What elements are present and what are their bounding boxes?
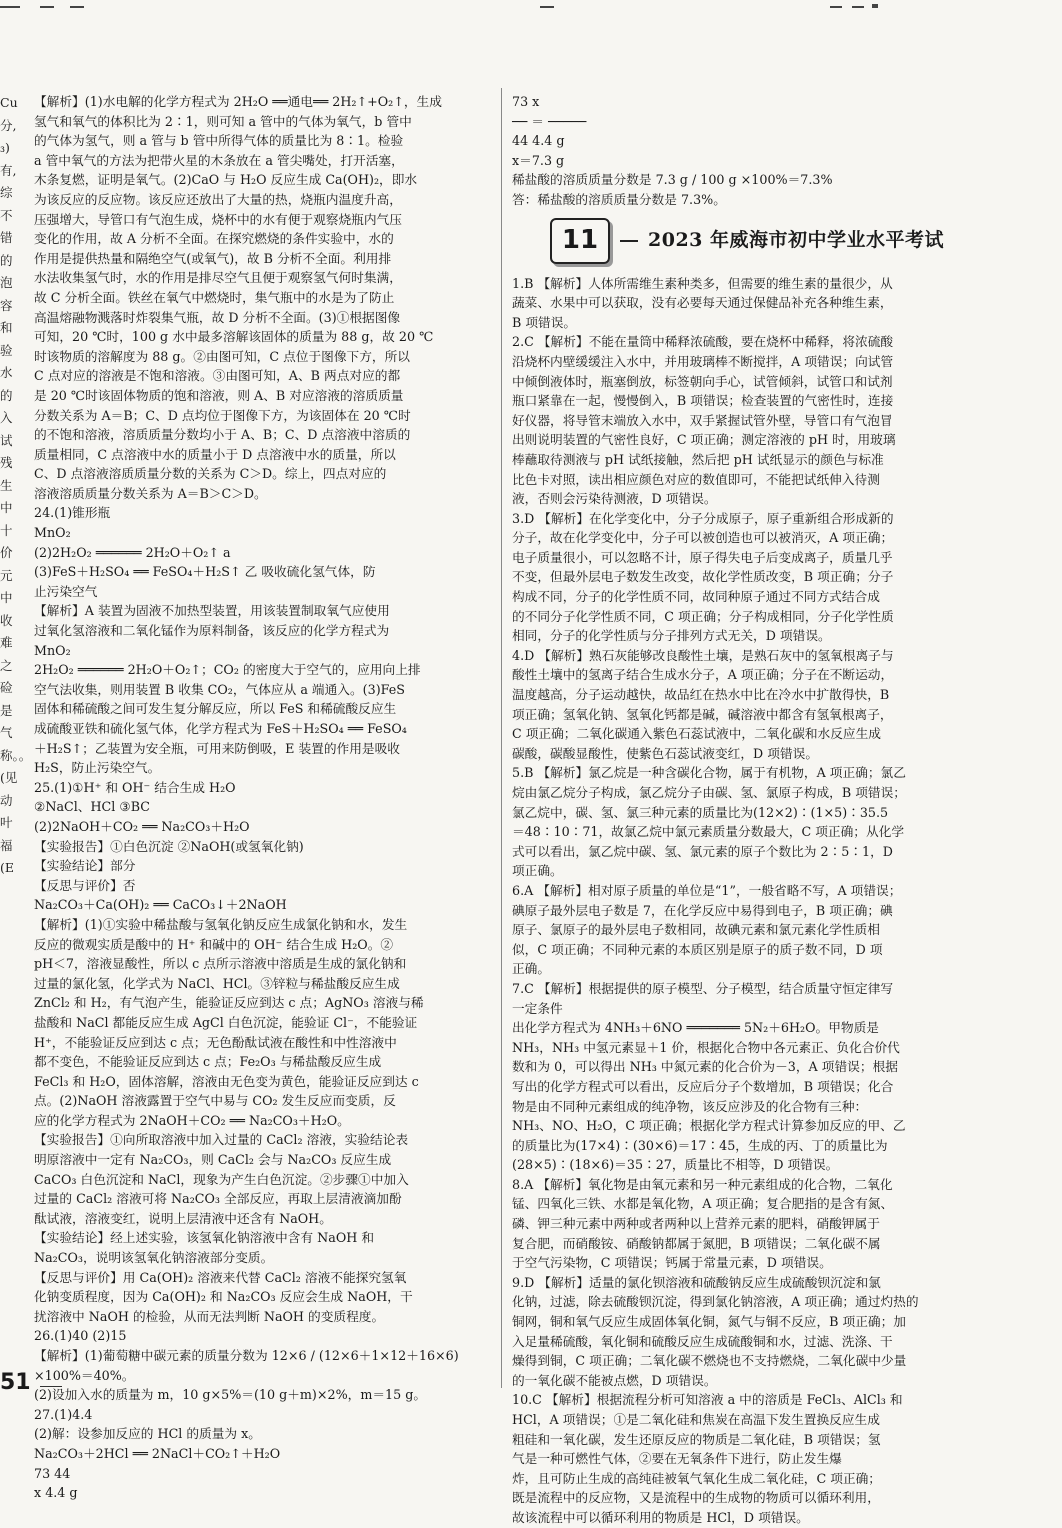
text-line: 盐酸和 NaCl 都能反应生成 AgCl 白色沉淀，能验证 Cl⁻，不能验证 (34, 1014, 418, 1030)
text-line: 质量相同，C 点溶液中水的质量小于 D 点溶液中水的质量，所以 (34, 446, 396, 462)
text-line: 的质量比为(17×4)∶(30×6)＝17∶45，生成的丙、丁的质量比为 (512, 1137, 888, 1153)
text-line: 1.B 【解析】人体所需维生素种类多，但需要的维生素的量很少，从 (512, 275, 893, 291)
text-line: 于空气污染物，C 项错误；钙属于常量元素，D 项错误。 (512, 1255, 832, 1271)
text-line: 扰溶液中 NaOH 的检验，从而无法判断 NaOH 的变质程度。 (34, 1308, 385, 1324)
text-line: ＝48∶10∶71，故氯乙烷中氯元素质量分数最大，C 项正确；从化学 (512, 824, 905, 840)
left-column (34, 92, 492, 1503)
text-line: 项正确。 (512, 863, 563, 879)
left-margin-cropped-text: Cu分,₃)有,综 不错的泡容和验 水的入试残生中 十价元中收 难之硷是气称。。(见动叶福(E (0, 95, 32, 875)
answer-27-continued (512, 92, 986, 210)
text-line: 燥得到铜，C 项正确；二氧化碳不燃烧也不支持燃烧，二氧化碳中少量 (512, 1353, 907, 1369)
text-line: 电子质量很小，可以忽略不计，原子得失电子后变成离子，质量几乎 (512, 549, 893, 565)
text-line: 好仪器，将导管末端放入水中，双手紧握试管外壁，导管口有气泡冒 (512, 412, 893, 428)
text-line: 的一氧化碳不能被点燃，D 项错误。 (512, 1372, 717, 1388)
text-line: 时该物质的溶解度为 88 g。②由图可知，C 点位于图像下方，所以 (34, 348, 410, 364)
text-line: 酸性土壤中的氢离子结合生成水分子，A 项正确；分子在不断运动， (512, 667, 894, 683)
text-line: 9.D 【解析】适量的氯化钡溶液和硫酸钠反应生成硫酸钡沉淀和氯 (512, 1274, 881, 1290)
text-line: 【解析】(1)①实验中稀盐酸与氢氧化钠反应生成氯化钠和水，发生 (34, 916, 408, 932)
section-header (550, 216, 986, 266)
text-line: 过量的氯化氢，化学式为 NaCl、HCl。③锌粒与稀盐酸反应生成 (34, 975, 400, 991)
header-rule (620, 240, 638, 242)
text-line: C、D 点溶液溶质质量分数的关系为 C＞D。综上，四点对应的 (34, 466, 387, 482)
text-line: 蔬菜、水果中可以获取，没有必要每天通过保健品补充各种维生素， (512, 295, 893, 311)
text-line: 气是一种可燃性气体，②要在无氧条件下进行，防止发生爆 (512, 1451, 842, 1467)
text-line: 【解析】(1)水电解的化学方程式为 2H₂O ══通电══ 2H₂↑+O₂↑，生成 (34, 94, 442, 109)
text-line: HCl，A 项错误；①是二氧化硅和焦炭在高温下发生置换反应生成 (512, 1412, 880, 1427)
text-line: 的不饱和溶液，溶质质量分数均小于 A、B；C、D 点溶液中溶质的 (34, 427, 411, 443)
text-line: 的不同分子化学性质不同，C 项正确；分子构成相同，分子化学性质 (512, 608, 894, 624)
text-line: 故 C 分析全面。铁丝在氧气中燃烧时，集气瓶中的水是为了防止 (34, 289, 395, 305)
text-line: 碳酸，碳酸显酸性，使紫色石蕊试液变红，D 项错误。 (512, 745, 819, 761)
text-line: 化钠，过滤，除去硫酸钡沉淀，得到氯化钠溶液，A 项正确；通过灼热的 (512, 1294, 919, 1310)
text-line: MnO₂ (34, 642, 71, 658)
text-line: 是 20 ℃时该固体物质的饱和溶液，则 A、B 对应溶液的溶质质量 (34, 387, 404, 403)
text-line: 25.(1)①H⁺ 和 OH⁻ 结合生成 H₂O (34, 779, 236, 795)
text-line: 温度越高，分子运动越快，故品红在热水中比在冷水中扩散得快，B (512, 687, 890, 703)
text-line: x 4.4 g (34, 1485, 78, 1501)
text-line: 构成不同，分子的化学性质不同，故同种原子通过不同方式结合成 (512, 589, 880, 605)
text-line: CaCO₃ 白色沉淀和 NaCl，现象为产生白色沉淀。②步骤①中加入 (34, 1171, 409, 1187)
text-line: a 管中氧气的方法为把带火星的木条放在 a 管尖嘴处，打开活塞， (34, 152, 404, 168)
text-line: 应的化学方程式为 2NaOH＋CO₂ ══ Na₂CO₃＋H₂O。 (34, 1112, 350, 1128)
text-line: 溶液溶质质量分数关系为 A＝B＞C＞D。 (34, 485, 267, 501)
text-line: 止污染空气 (34, 583, 98, 599)
column-divider (501, 88, 502, 1388)
text-line: 物是由不同种元素组成的纯净物，该反应涉及的化合物有三种： (512, 1098, 868, 1114)
text-line: 固体和稀硫酸之间可发生复分解反应，所以 FeS 和稀硫酸反应生 (34, 701, 397, 717)
text-line: 【反思与评价】用 Ca(OH)₂ 溶液来代替 CaCl₂ 溶液不能探究氢氧 (34, 1269, 407, 1285)
text-line: 空气法收集，则用装置 B 收集 CO₂，气体应从 a 端通入。(3)FeS (34, 681, 405, 697)
text-line: 木条复燃，证明是氧气。(2)CaO 与 H₂O 反应生成 Ca(OH)₂，即水 (34, 172, 418, 188)
text-line: 分子，故在化学变化中，分子可以被创造也可以被消灭，A 项正确； (512, 530, 894, 546)
text-line: 成硫酸亚铁和硫化氢气体，化学方程式为 FeS＋H₂SO₄ ══ FeSO₄ (34, 721, 407, 736)
page-number-dash (40, 1386, 62, 1387)
text-line: 3.D 【解析】在化学变化中，分子分成原子，原子重新组合形成新的 (512, 510, 894, 526)
text-line: 都不变色，不能验证反应到达 c 点；Fe₂O₃ 与稀盐酸反应生成 (34, 1054, 382, 1070)
text-line: 不变，但最外层电子数发生改变，故化学性质改变，B 项正确；分子 (512, 569, 894, 585)
text-line: 4.D 【解析】熟石灰能够改良酸性土壤，是熟石灰中的氢氧根离子与 (512, 647, 894, 663)
text-line: 答：稀盐酸的溶质质量分数是 7.3%。 (512, 191, 726, 207)
text-line: 写出的化学方程式可以看出，反应后分子个数增加，B 项错误；化合 (512, 1078, 894, 1094)
text-line: 烷由氯乙烷分子构成，氯乙烷分子由碳、氢、氯原子构成，B 项错误； (512, 785, 906, 800)
text-line: 【实验结论】部分 (34, 858, 136, 874)
text-line: 10.C 【解析】根据流程分析可知溶液 a 中的溶质是 FeCl₃、AlCl₃ 和 (512, 1392, 903, 1408)
text-line: 炸，且可防止生成的高纯硅被氧气氧化生成二氧化硅，C 项正确； (512, 1470, 881, 1486)
section-title: 2023 年威海市初中学业水平考试 (648, 228, 944, 251)
text-line: 作用是提供热量和隔绝空气(或氧气)，故 B 分析不全面。利用排 (34, 250, 392, 266)
text-line: (2)2H₂O₂ ══════ 2H₂O＋O₂↑ a (34, 544, 231, 560)
text-line: 沿烧杯内壁缓缓注入水中，并用玻璃棒不断搅拌，A 项错误；向试管 (512, 353, 894, 369)
text-line: 44 4.4 g (512, 133, 565, 149)
text-line: 过量的 CaCl₂ 溶液可将 Na₂CO₃ 全部反应，再取上层清液滴加酚 (34, 1191, 402, 1207)
text-line: 分数关系为 A＝B；C、D 点均位于图像下方，为该固体在 20 ℃时 (34, 407, 411, 423)
text-line: ＋H₂S↑；乙装置为安全瓶，可用来防倒吸，E 装置的作用是吸收 (34, 740, 400, 756)
text-line: MnO₂ (34, 525, 71, 541)
text-line: B 项错误。 (512, 314, 577, 330)
text-line: ×100%＝40%。 (34, 1367, 135, 1383)
text-line: 可知，20 ℃时，100 g 水中最多溶解该固体的质量为 88 g，故 20 ℃ (34, 329, 434, 345)
text-line: 式可以看出，氯乙烷中碳、氢、氯元素的原子个数比为 2∶5∶1，D (512, 843, 893, 859)
text-line: ── ＝ ───── (512, 113, 587, 129)
text-line: 5.B 【解析】氯乙烷是一种含碳化合物，属于有机物，A 项正确；氯乙 (512, 765, 906, 781)
text-line: 一定条件 (512, 1000, 563, 1016)
text-line: 瓶口紧靠在一起，慢慢倒入，B 项错误；检查装置的气密性时，连接 (512, 393, 894, 409)
top-crop-marks (0, 0, 1062, 14)
text-line: 8.A 【解析】氧化物是由氧元素和另一种元素组成的化合物，二氧化 (512, 1176, 893, 1192)
text-line: 2H₂O₂ ══════ 2H₂O＋O₂↑；CO₂ 的密度大于空气的，应用向上排 (34, 662, 421, 678)
text-line: 变化的作用，故 A 分析不全面。在探究燃烧的条件实验中，水的 (34, 231, 394, 247)
text-line: H₂S，防止污染空气。 (34, 760, 161, 776)
text-line: Na₂CO₃，说明该氢氧化钠溶液部分变质。 (34, 1250, 274, 1266)
text-line: 【反思与评价】否 (34, 877, 136, 893)
text-line: Na₂CO₃＋Ca(OH)₂ ══ CaCO₃↓＋2NaOH (34, 897, 287, 913)
text-line: (3)FeS＋H₂SO₄ ══ FeSO₄＋H₂S↑ 乙 吸收硫化氢气体，防 (34, 564, 376, 580)
text-line: 比色卡对照，读出相应颜色对应的数值即可，不能把试纸伸入待测 (512, 471, 880, 487)
answers-list (512, 274, 986, 1528)
text-line: 【实验结论】经上述实验，该氢氧化钠溶液中含有 NaOH 和 (34, 1230, 375, 1246)
text-line: 24.(1)锥形瓶 (34, 505, 111, 521)
text-line: 铜网，铜和氧气反应生成固体氧化铜，氮气与铜不反应，B 项正确；加 (512, 1314, 906, 1330)
text-line: 液，否则会污染待测液，D 项错误。 (512, 491, 717, 507)
text-line: (2)解：设参加反应的 HCl 的质量为 x。 (34, 1426, 261, 1442)
text-line: 原子、氯原子的最外层电子数相同，故碘元素和氯元素化学性质相 (512, 922, 880, 938)
text-line: H⁺，不能验证反应到达 c 点；无色酚酞试液在酸性和中性溶液中 (34, 1034, 397, 1050)
text-line: 过氧化氢溶液和二氧化锰作为原料制备，该反应的化学方程式为 (34, 623, 390, 639)
text-line: 27.(1)4.4 (34, 1406, 93, 1422)
text-line: 【解析】(1)葡萄糖中碳元素的质量分数为 12×6 / (12×6＋1×12＋16×6) (34, 1348, 459, 1363)
text-line: 点。(2)NaOH 溶液露置于空气中易与 CO₂ 发生反应而变质，反 (34, 1093, 396, 1109)
text-line: 73 x (512, 94, 540, 109)
text-line: (2)设加入水的质量为 m，10 g×5%＝(10 g＋m)×2%，m＝15 g。 (34, 1387, 427, 1403)
text-line: 的气体为氢气，则 a 管与 b 管中所得气体的质量比为 8∶1。检验 (34, 133, 404, 149)
text-line: 出化学方程式为 4NH₃＋6NO ═══════ 5N₂＋6H₂O。甲物质是 (512, 1020, 879, 1036)
text-line: C 点对应的溶液是不饱和溶液。③由图可知，A、B 两点对应的都 (34, 368, 401, 384)
text-line: 【解析】A 装置为固液不加热型装置，用该装置制取氧气应使用 (34, 603, 390, 619)
text-line: 水法收集氢气时，水的作用是排尽空气且便于观察氢气何时集满， (34, 270, 402, 286)
text-line: C 项正确；二氧化碳通入紫色石蕊试液中，二氧化碳和水反应生成 (512, 726, 881, 742)
text-line: ②NaCl、HCl ③BC (34, 799, 150, 815)
text-line: 氯乙烷中，碳、氢、氯三种元素的质量比为(12×2)∶(1×5)∶35.5 (512, 804, 889, 820)
text-line: 中倾倒液体时，瓶塞倒放，标签朝向手心，试管倾斜，试管口和试剂 (512, 373, 893, 389)
text-line: 2.C 【解析】不能在量筒中稀释浓硫酸，要在烧杯中稀释，将浓硫酸 (512, 334, 894, 350)
text-line: 相同，分子的化学性质与分子排列方式无关，D 项错误。 (512, 628, 831, 644)
text-line: 锰、四氧化三铁、水都是氧化物，A 项正确；复合肥指的是含有氮、 (512, 1196, 894, 1212)
right-column (512, 92, 986, 1528)
text-line: 反应的微观实质是酸中的 H⁺ 和碱中的 OH⁻ 结合生成 H₂O。② (34, 936, 394, 952)
text-line: 压强增大，导管口有气泡生成，烧杯中的水有便于观察烧瓶内气压 (34, 211, 402, 227)
text-line: 既是流程中的反应物，又是流程中的生成物的物质可以循环利用， (512, 1490, 880, 1506)
text-line: (2)2NaOH＋CO₂ ══ Na₂CO₃＋H₂O (34, 818, 250, 834)
text-line: pH＜7，溶液显酸性，所以 c 点所示溶液中溶质是生成的氯化钠和 (34, 956, 407, 972)
text-line: 棒蘸取待测液与 pH 试纸接触，然后把 pH 试纸显示的颜色与标准 (512, 451, 884, 467)
text-line: 26.(1)40 (2)15 (34, 1328, 127, 1344)
text-line: NH₃、NO、H₂O，C 项正确；根据化学方程式计算参加反应的甲、乙 (512, 1118, 906, 1134)
text-line: x＝7.3 g (512, 152, 565, 168)
text-line: NH₃，NH₃ 中氢元素显＋1 价，根据化合物中各元素正、负化合价代 (512, 1039, 900, 1055)
text-line: 高温熔融物溅落时炸裂集气瓶，故 D 分析不全面。(3)①根据图像 (34, 309, 401, 325)
text-line: 【实验报告】①向所取溶液中加入过量的 CaCl₂ 溶液，实验结论表 (34, 1132, 409, 1148)
text-line: FeCl₃ 和 H₂O，固体溶解，溶液由无色变为黄色，能验证反应到达 c (34, 1073, 419, 1089)
text-line: 碘原子最外层电子数是 7，在化学反应中易得到电子，B 项正确；碘 (512, 902, 893, 918)
text-line: 酞试液，溶液变红，说明上层清液中还含有 NaOH。 (34, 1210, 332, 1226)
text-line: 出则说明装置的气密性良好，C 项正确；测定溶液的 pH 时，用玻璃 (512, 432, 896, 448)
text-line: ZnCl₂ 和 H₂，有气泡产生，能验证反应到达 c 点；AgNO₃ 溶液与稀 (34, 995, 424, 1011)
text-line: Na₂CO₃＋2HCl ══ 2NaCl＋CO₂↑＋H₂O (34, 1445, 281, 1461)
text-line: 入足量稀硫酸，氧化铜和硫酸反应生成硫酸铜和水，过滤、洗涤、干 (512, 1333, 893, 1349)
text-line: 故该流程中可以循环利用的物质是 HCl，D 项错误。 (512, 1509, 809, 1525)
text-line: 73 44 (34, 1465, 71, 1481)
text-line: 数和为 0，可以得出 NH₃ 中氮元素的化合价为－3，A 项错误；根据 (512, 1059, 898, 1075)
page-number: 51 (0, 1370, 31, 1395)
text-line: 【实验报告】①白色沉淀 ②NaOH(或氢氧化钠) (34, 838, 304, 854)
text-line: 粗硅和一氧化碳，发生还原反应的物质是二氧化硅，B 项错误；氢 (512, 1431, 881, 1447)
text-line: 氢气和氧气的体积比为 2∶1，则可知 a 管中的气体为氧气，b 管中 (34, 113, 412, 129)
text-line: 似，C 项正确；不同种元素的本质区别是原子的质子数不同，D 项 (512, 941, 883, 957)
text-line: 6.A 【解析】相对原子质量的单位是“1”，一般省略不写，A 项错误； (512, 882, 902, 898)
text-line: 明原溶液中一定有 Na₂CO₃，则 CaCl₂ 会与 Na₂CO₃ 反应生成 (34, 1152, 392, 1168)
text-line: 为该反应的反应物。该反应还放出了大量的热，烧瓶内温度升高， (34, 191, 402, 207)
text-line: (28×5)∶(18×6)＝35∶27，质量比不相等，D 项错误。 (512, 1157, 839, 1173)
text-line: 7.C 【解析】根据提供的原子模型、分子模型，结合质量守恒定律写 (512, 980, 894, 996)
text-line: 复合肥，而硝酸铵、硝酸钠都属于氮肥，B 项错误；二氧化碳不属 (512, 1235, 881, 1251)
section-number: 11 (550, 218, 610, 264)
text-line: 正确。 (512, 961, 551, 977)
text-line: 稀盐酸的溶质质量分数是 7.3 g / 100 g ×100%＝7.3% (512, 172, 833, 188)
text-line: 化钠变质程度，因为 Ca(OH)₂ 和 Na₂CO₃ 反应会生成 NaOH，干 (34, 1289, 413, 1305)
text-line: 项正确；氢氧化钠、氢氧化钙都是碱，碱溶液中都含有氢氧根离子， (512, 706, 893, 722)
text-line: 磷、钾三种元素中两种或者两种以上营养元素的肥料，硝酸钾属于 (512, 1216, 880, 1232)
